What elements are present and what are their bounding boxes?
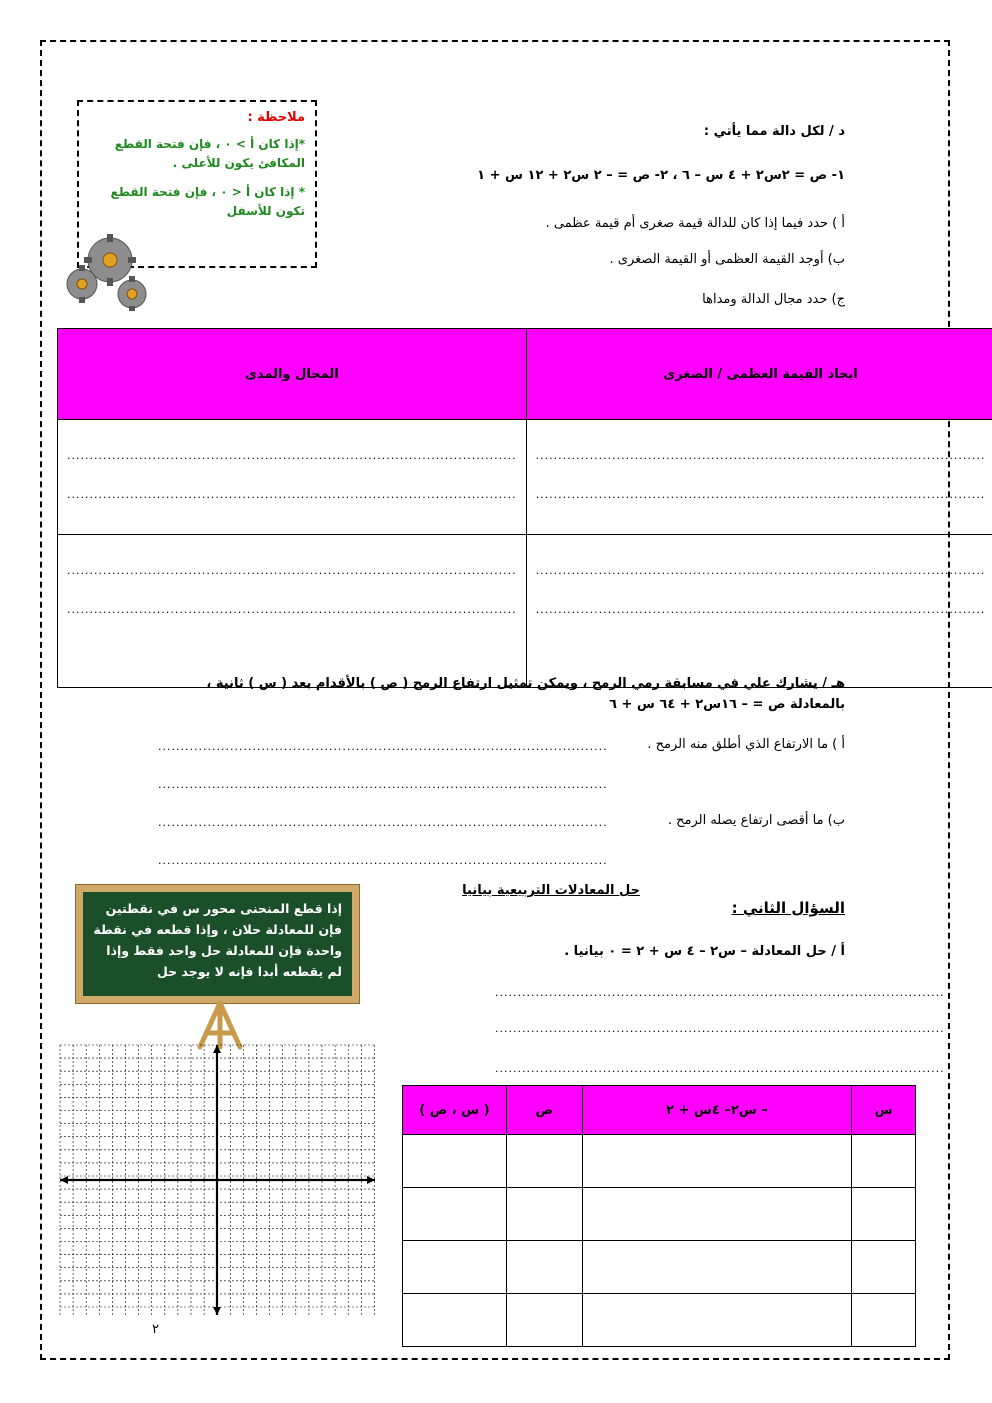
table-row [58,535,992,688]
answer-cell[interactable] [506,1294,582,1347]
gears-icon [60,232,160,312]
q2-subtitle: حل المعادلات التربيعية بيانيا [462,883,640,898]
answer-cell[interactable] [403,1188,507,1241]
answer-line[interactable]: .................................................................................................... [158,778,608,791]
y-axis-arrow-bottom [213,1307,221,1315]
table-header-row [58,329,992,420]
table-row [403,1241,916,1294]
answer-cell[interactable]: .................................................................................................... .................................................................................................... [58,535,527,688]
section-h-b: ب) ما أقصى ارتفاع يصله الرمح . [667,813,845,828]
header-expression: – س٢– ٤س + ٢ [582,1086,851,1135]
answer-cell[interactable] [403,1241,507,1294]
header-x: س [852,1086,916,1135]
answer-line[interactable]: .................................................................................................... [158,740,608,753]
note-line-2: * إذا كان أ < ٠ ، فإن فتحة القطع تكون للأسفل [110,185,305,218]
answer-line[interactable]: .................................................................................................... [495,1062,945,1075]
table-row [403,1188,916,1241]
q2-a: أ / حل المعادلة – س٢ – ٤ س + ٢ = ٠ بيانيا . [564,944,845,959]
answer-cell[interactable] [852,1241,916,1294]
chalkboard [75,884,360,1004]
coordinate-grid[interactable] [60,1045,375,1315]
header-domain-range: المجال والمدى [58,329,527,420]
answer-cell[interactable] [403,1135,507,1188]
table-header-row [403,1086,916,1135]
answer-cell[interactable] [582,1135,851,1188]
header-y: ص [506,1086,582,1135]
easel-icon [190,1003,250,1049]
header-point: ( س ، ص ) [403,1086,507,1135]
section-d-equations: ١- ص = ٢س٢ + ٤ س – ٦ ، ٢- ص = – ٢ س٢ + ١٢ س + ١ [477,168,845,183]
section-h-a: أ ) ما الارتفاع الذي أطلق منه الرمح . [647,737,845,752]
page-number: ٢ [152,1322,159,1337]
table-row [403,1135,916,1188]
answer-cell[interactable]: .................................................................................................... .................................................................................................... [526,535,992,688]
answer-cell[interactable]: .................................................................................................... .................................................................................................... [58,420,527,535]
answer-cell[interactable]: .................................................................................................... .................................................................................................... [526,420,992,535]
answer-cell[interactable] [852,1294,916,1347]
answer-cell[interactable] [506,1241,582,1294]
table-row [58,420,992,535]
answer-cell[interactable] [582,1241,851,1294]
x-axis-arrow-right [367,1176,375,1184]
y-axis-arrow-top [213,1045,221,1053]
note-title: ملاحظة : [247,110,305,125]
values-table [402,1085,916,1347]
functions-table [57,328,992,688]
answer-line[interactable]: .................................................................................................... [495,1022,945,1035]
chalkboard-text: إذا قطع المنحنى محور س في نقطتين فإن للمعادلة حلان ، وإذا قطعه في نقطة واحدة فإن للمعادلة حل واحد فقط وإذا لم يقطعه أبدا فإنه لا يوجد حل [83,892,352,996]
answer-cell[interactable] [852,1135,916,1188]
section-d-b: ب) أوجد القيمة العظمى أو القيمة الصغرى . [609,252,845,267]
answer-line[interactable]: .................................................................................................... [158,816,608,829]
table-row [403,1294,916,1347]
header-find-value: ايجاد القيمة العظمى / الصغرى [526,329,992,420]
answer-line[interactable]: .................................................................................................... [495,986,945,999]
answer-line[interactable]: .................................................................................................... [158,854,608,867]
section-d-a: أ ) حدد فيما إذا كان للدالة قيمة صغرى أم قيمة عظمى . [545,216,845,231]
answer-cell[interactable] [506,1188,582,1241]
section-d-c: ج) حدد مجال الدالة ومداها [702,292,845,307]
x-axis-arrow-left [60,1176,68,1184]
answer-cell[interactable] [582,1188,851,1241]
answer-cell[interactable] [852,1188,916,1241]
section-h-line1: هـ / يشارك علي في مسابقة رمي الرمح ، ويمكن تمثيل ارتفاع الرمح ( ص ) بالأقدام بعد ( س ) ثانية ، [206,676,845,691]
answer-cell[interactable] [403,1294,507,1347]
answer-cell[interactable] [582,1294,851,1347]
answer-cell[interactable] [506,1135,582,1188]
section-h-line2: بالمعادلة ص = – ١٦س٢ + ٦٤ س + ٦ [609,697,845,712]
q2-title: السؤال الثاني : [731,899,845,917]
section-d-heading: د / لكل دالة مما يأتي : [703,124,845,139]
note-line-1: *إذا كان أ > ٠ ، فإن فتحة القطع المكافئ يكون للأعلى . [114,137,305,170]
